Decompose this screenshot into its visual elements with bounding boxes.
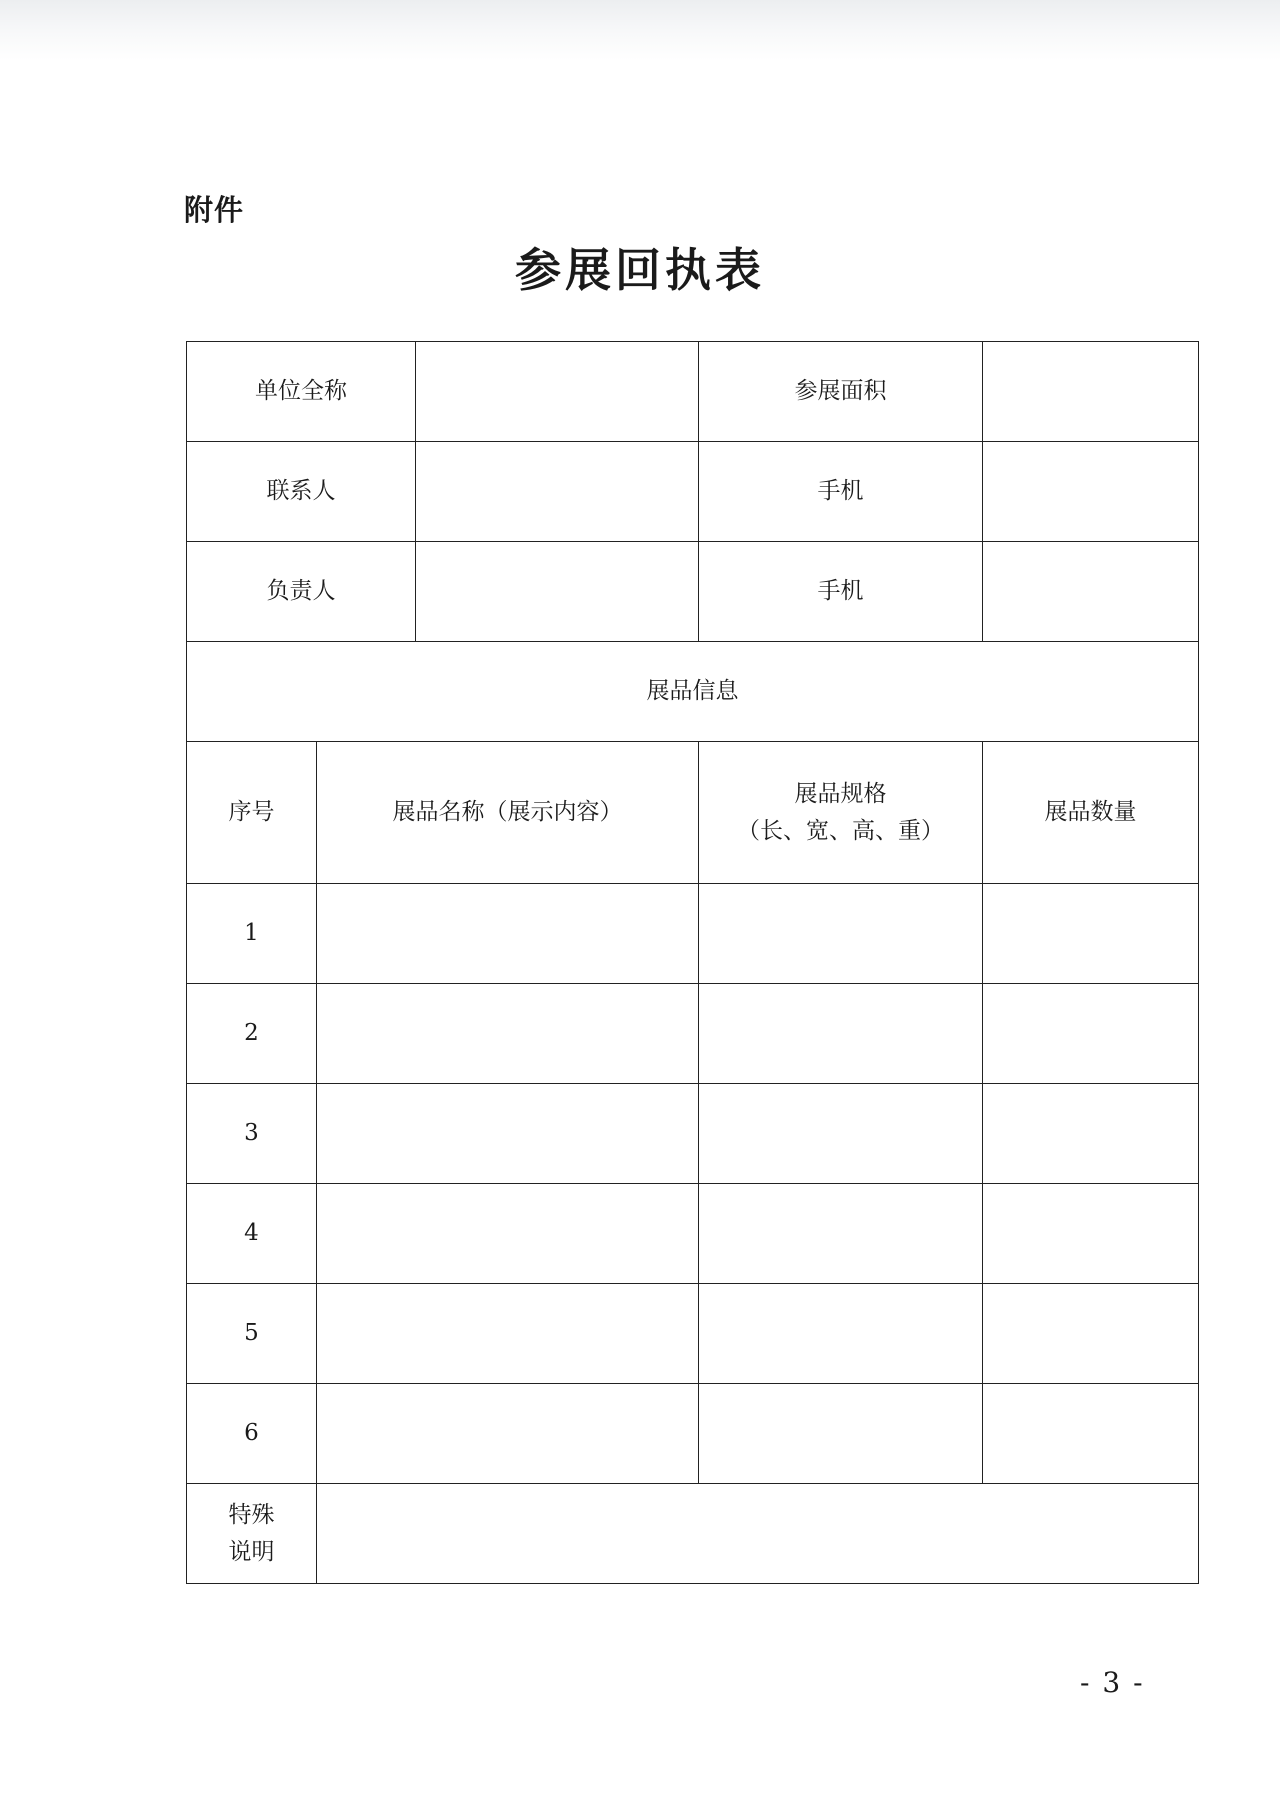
table-row-exhibit-info (187, 642, 1199, 742)
remarks-field[interactable] (317, 1484, 1199, 1584)
contact-person-field[interactable] (416, 442, 699, 542)
contact-phone-field[interactable] (983, 442, 1199, 542)
table-row (187, 1384, 1199, 1484)
exhibit-spec-units: （长、宽、高、重） (737, 817, 944, 844)
table-row (187, 1084, 1199, 1184)
table-row (187, 984, 1199, 1084)
contact-phone-label: 手机 (699, 442, 983, 542)
leader-field[interactable] (416, 542, 699, 642)
table-row-remarks (187, 1484, 1199, 1584)
row-number: 1 (187, 884, 317, 984)
remarks-label-line1: 特殊 (228, 1501, 275, 1528)
exhibit-spec-cell[interactable] (699, 1384, 983, 1484)
exhibit-area-field[interactable] (983, 342, 1199, 442)
row-number: 3 (187, 1084, 317, 1184)
leader-label: 负责人 (187, 542, 416, 642)
exhibit-qty-cell[interactable] (983, 1084, 1199, 1184)
exhibit-name-cell[interactable] (317, 1384, 699, 1484)
exhibit-qty-cell[interactable] (983, 1284, 1199, 1384)
row-number: 5 (187, 1284, 317, 1384)
exhibit-spec-cell[interactable] (699, 1184, 983, 1284)
row-number: 6 (187, 1384, 317, 1484)
table-header-row (187, 742, 1199, 884)
contact-person-label: 联系人 (187, 442, 416, 542)
exhibit-spec-title: 展品规格 (794, 780, 887, 807)
row-number: 4 (187, 1184, 317, 1284)
leader-phone-label: 手机 (699, 542, 983, 642)
table-row-leader (187, 542, 1199, 642)
table-row (187, 884, 1199, 984)
table-row (187, 1184, 1199, 1284)
receipt-form-table (186, 341, 1199, 1584)
exhibit-spec-cell[interactable] (699, 984, 983, 1084)
exhibit-name-cell[interactable] (317, 984, 699, 1084)
exhibit-spec-column-header (699, 742, 983, 884)
exhibit-spec-cell[interactable] (699, 1084, 983, 1184)
exhibit-qty-cell[interactable] (983, 1184, 1199, 1284)
exhibit-name-cell[interactable] (317, 1184, 699, 1284)
row-number: 2 (187, 984, 317, 1084)
leader-phone-field[interactable] (983, 542, 1199, 642)
unit-name-field[interactable] (416, 342, 699, 442)
exhibit-spec-cell[interactable] (699, 884, 983, 984)
unit-name-label: 单位全称 (187, 342, 416, 442)
seq-column-header: 序号 (187, 742, 317, 884)
exhibit-qty-cell[interactable] (983, 884, 1199, 984)
remarks-label-line2: 说明 (228, 1538, 275, 1565)
page-number: - 3 - (1080, 1666, 1145, 1699)
exhibit-name-cell[interactable] (317, 1084, 699, 1184)
exhibit-info-heading: 展品信息 (187, 642, 1199, 742)
page-title: 参展回执表 (515, 243, 765, 297)
exhibit-area-label: 参展面积 (699, 342, 983, 442)
exhibit-spec-cell[interactable] (699, 1284, 983, 1384)
scan-edge-shading (0, 0, 1280, 60)
exhibit-qty-cell[interactable] (983, 1384, 1199, 1484)
exhibit-qty-column-header: 展品数量 (983, 742, 1199, 884)
exhibit-name-column-header: 展品名称（展示内容） (317, 742, 699, 884)
table-row-contact (187, 442, 1199, 542)
attachment-label: 附件 (184, 193, 245, 227)
table-row-unit (187, 342, 1199, 442)
exhibit-name-cell[interactable] (317, 884, 699, 984)
table-row (187, 1284, 1199, 1384)
exhibit-qty-cell[interactable] (983, 984, 1199, 1084)
exhibit-name-cell[interactable] (317, 1284, 699, 1384)
remarks-label (187, 1484, 317, 1584)
